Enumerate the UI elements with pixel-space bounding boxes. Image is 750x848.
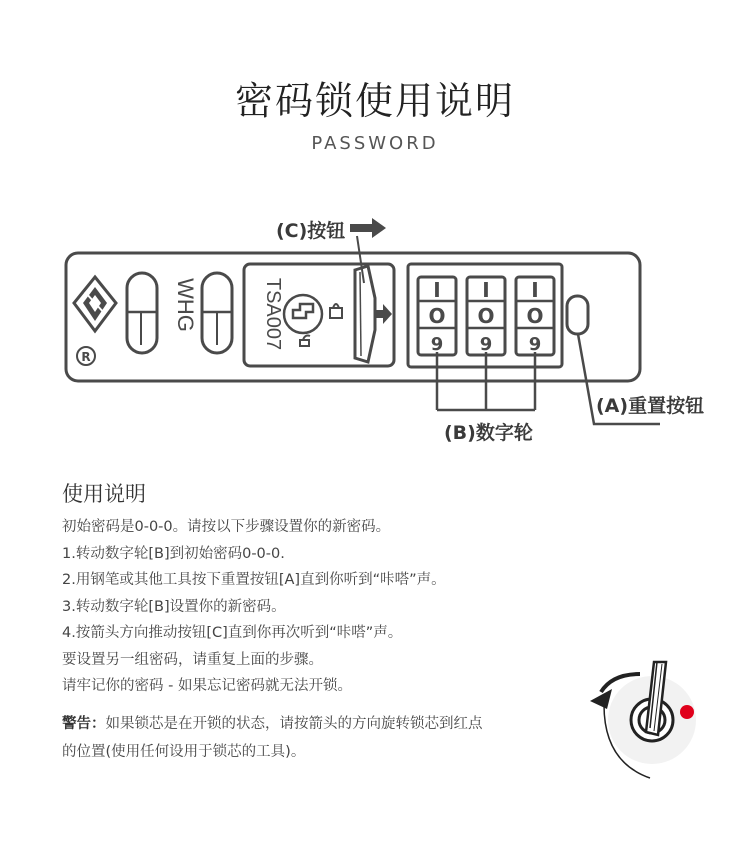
red-dot-icon bbox=[680, 705, 694, 719]
page-subtitle: PASSWORD bbox=[311, 133, 439, 154]
instruction-line: 初始密码是0-0-0。请按以下步骤设置你的新密码。 bbox=[62, 519, 391, 535]
label-arrow-icon bbox=[350, 218, 386, 238]
instruction-line: 要设置另一组密码，请重复上面的步骤。 bbox=[62, 651, 323, 668]
reset-button-a bbox=[567, 296, 588, 334]
reset-button-label: (A)重置按钮 bbox=[596, 395, 705, 417]
dial-digit: O bbox=[428, 304, 446, 328]
tsa-text: TSA007 bbox=[262, 277, 284, 351]
slider-left bbox=[127, 273, 157, 353]
dial-digit: O bbox=[477, 304, 495, 328]
registered-mark-text: R bbox=[81, 350, 91, 364]
dial-digit: I bbox=[482, 278, 490, 302]
instruction-line: 4.按箭头方向推动按钮[C]直到你再次听到“咔嗒”声。 bbox=[62, 625, 403, 641]
warning-note bbox=[62, 710, 582, 766]
brand-text: WHG bbox=[173, 278, 198, 332]
warning-prefix: 警告： bbox=[62, 716, 106, 732]
dial-digit: 9 bbox=[430, 334, 444, 355]
dials-label: (B)数字轮 bbox=[444, 422, 533, 444]
instruction-line: 3.转动数字轮[B]设置你的新密码。 bbox=[62, 598, 286, 615]
page-title: 密码锁使用说明 bbox=[234, 79, 515, 123]
cylinder-rotation-illustration bbox=[590, 662, 696, 778]
warning-text-line2: 的位置(使用任何设用于锁芯的工具)。 bbox=[62, 744, 306, 760]
number-dial bbox=[516, 277, 554, 355]
button-c bbox=[355, 266, 375, 362]
button-c-label: (C)按钮 bbox=[276, 220, 346, 242]
number-dial bbox=[418, 277, 456, 355]
tsa-logo-icon bbox=[284, 295, 322, 333]
usage-instructions bbox=[62, 514, 582, 700]
dial-digit: I bbox=[531, 278, 539, 302]
dial-digit: 9 bbox=[479, 334, 493, 355]
instruction-line: 1.转动数字轮[B]到初始密码0-0-0. bbox=[62, 545, 285, 562]
instruction-line: 2.用钢笔或其他工具按下重置按钮[A]直到你听到“咔嗒”声。 bbox=[62, 572, 446, 588]
dial-digit: I bbox=[433, 278, 441, 302]
usage-heading: 使用说明 bbox=[62, 482, 146, 506]
instruction-line: 请牢记你的密码 - 如果忘记密码就无法开锁。 bbox=[62, 678, 352, 694]
dial-digit: O bbox=[526, 304, 544, 328]
dial-digit: 9 bbox=[528, 334, 542, 355]
warning-text-line1: 如果锁芯是在开锁的状态，请按箭头的方向旋转锁芯到红点 bbox=[105, 716, 483, 732]
slider-right bbox=[202, 273, 232, 353]
number-dial bbox=[467, 277, 505, 355]
